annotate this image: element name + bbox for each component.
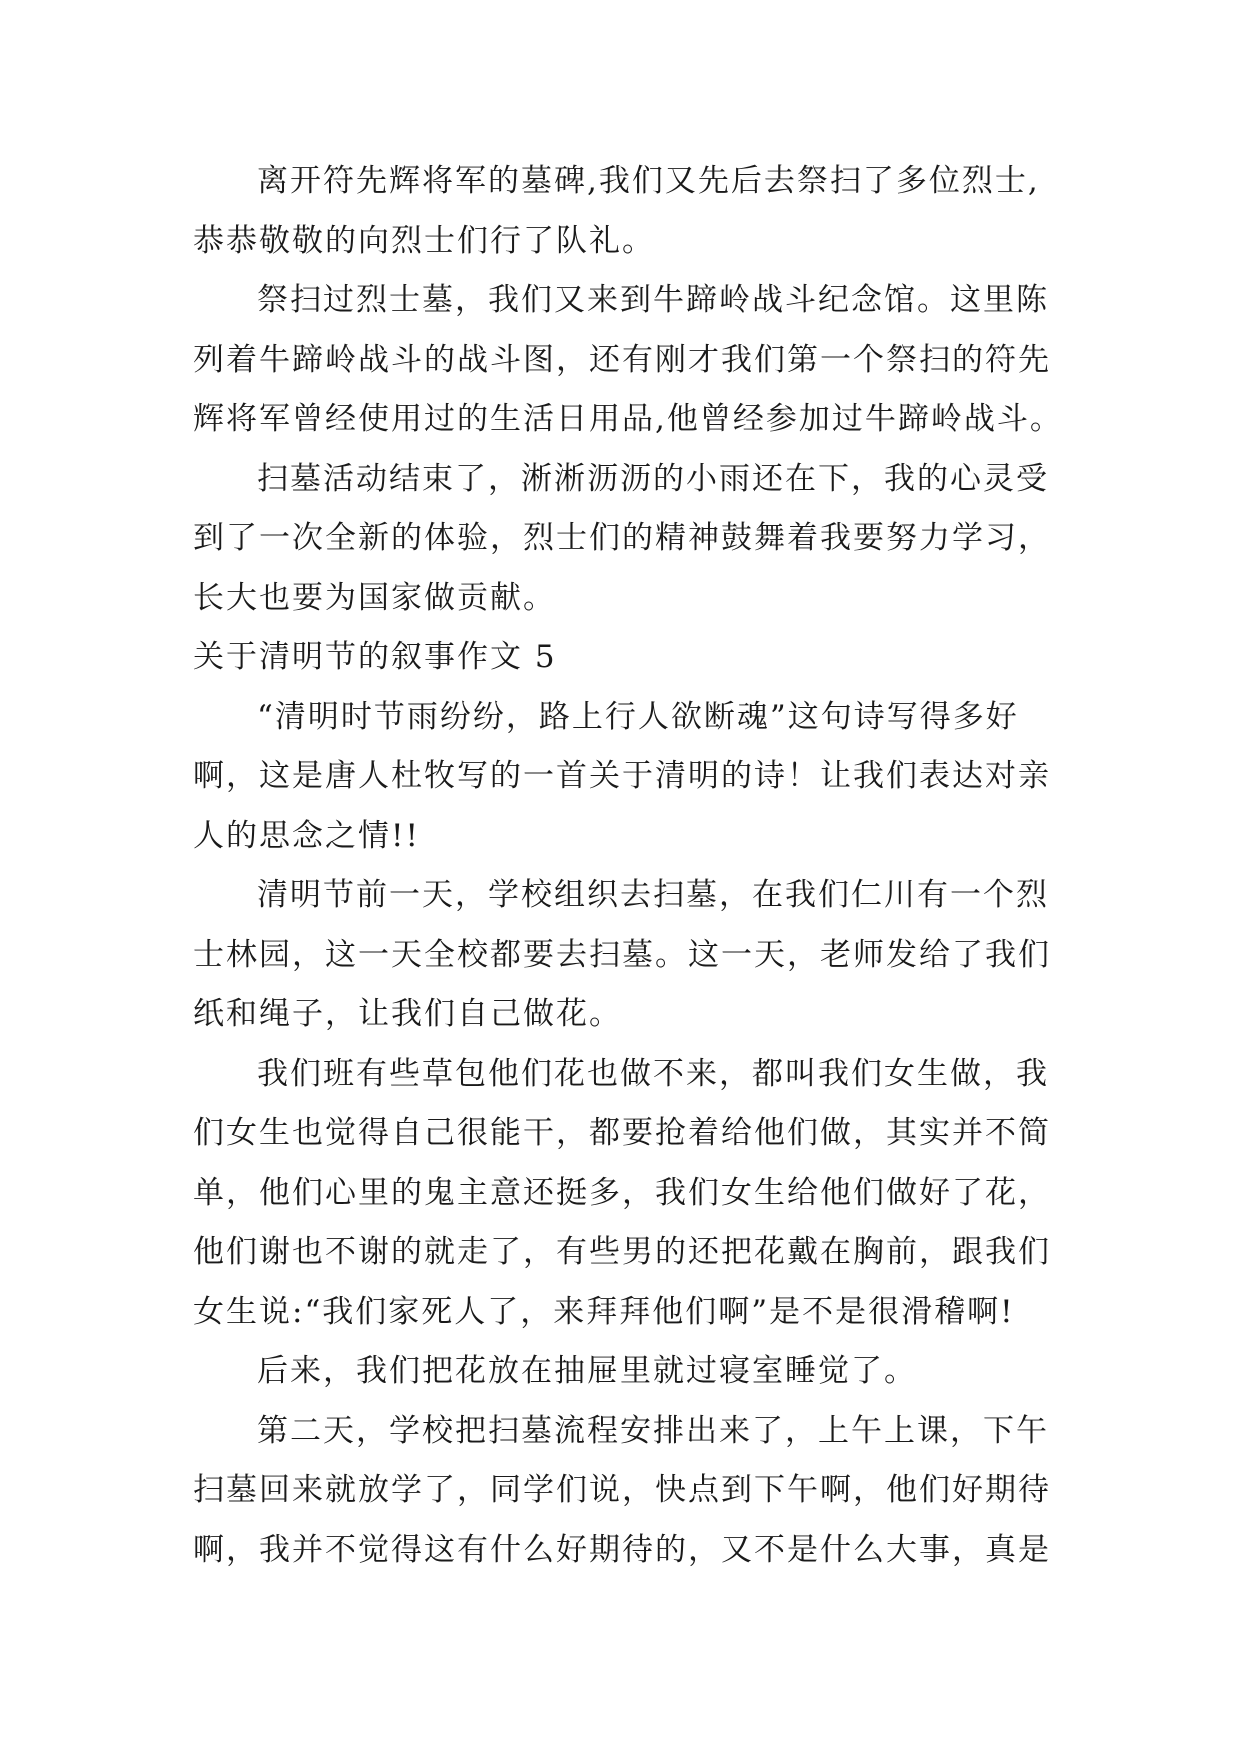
text-line: 女生说:“我们家死人了，来拜拜他们啊”是不是很滑稽啊! xyxy=(193,1293,1015,1330)
text-line: 我们班有些草包他们花也做不来，都叫我们女生做，我 xyxy=(257,1055,1049,1092)
text-line: 列着牛蹄岭战斗的战斗图，还有刚才我们第一个祭扫的符先 xyxy=(193,341,1051,378)
document-body xyxy=(193,152,1073,1580)
text-line: 祭扫过烈士墓，我们又来到牛蹄岭战斗纪念馆。这里陈 xyxy=(257,282,1049,318)
text-line: 纸和绳子，让我们自己做花。 xyxy=(193,996,622,1032)
text-line: 恭恭敬敬的向烈士们行了队礼。 xyxy=(193,222,655,259)
text-line: 第二天，学校把扫墓流程安排出来了，上午上课，下午 xyxy=(257,1412,1049,1449)
text-line: 到了一次全新的体验，烈士们的精神鼓舞着我要努力学习， xyxy=(193,520,1051,556)
text-line: 单，他们心里的鬼主意还挺多，我们女生给他们做好了花， xyxy=(193,1174,1051,1211)
text-line: 人的思念之情!! xyxy=(193,817,420,854)
text-line: “清明时节雨纷纷，路上行人欲断魂”这句诗写得多好 xyxy=(257,698,1019,735)
text-line: 们女生也觉得自己很能干，都要抢着给他们做，其实并不简 xyxy=(193,1115,1051,1151)
text-line: 啊，这是唐人杜牧写的一首关于清明的诗！让我们表达对亲 xyxy=(193,758,1051,794)
text-line: 清明节前一天，学校组织去扫墓，在我们仁川有一个烈 xyxy=(257,877,1049,913)
text-line: 后来，我们把花放在抽屉里就过寝室睡觉了。 xyxy=(257,1353,917,1389)
text-line: 扫墓回来就放学了，同学们说，快点到下午啊，他们好期待 xyxy=(193,1472,1051,1508)
text-line: 扫墓活动结束了，淅淅沥沥的小雨还在下，我的心灵受 xyxy=(257,460,1049,497)
text-line: 离开符先辉将军的墓碑,我们又先后去祭扫了多位烈士, xyxy=(257,163,1040,199)
text-line: 士林园，这一天全校都要去扫墓。这一天，老师发给了我们 xyxy=(193,936,1051,973)
text-line: 他们谢也不谢的就走了，有些男的还把花戴在胸前，跟我们 xyxy=(193,1234,1051,1270)
text-line: 辉将军曾经使用过的生活日用品,他曾经参加过牛蹄岭战斗。 xyxy=(193,401,1063,437)
text-line: 啊，我并不觉得这有什么好期待的，又不是什么大事，真是 xyxy=(193,1531,1051,1568)
text-line: 长大也要为国家做贡献。 xyxy=(193,579,556,616)
section-heading: 关于清明节的叙事作文 5 xyxy=(193,639,557,675)
